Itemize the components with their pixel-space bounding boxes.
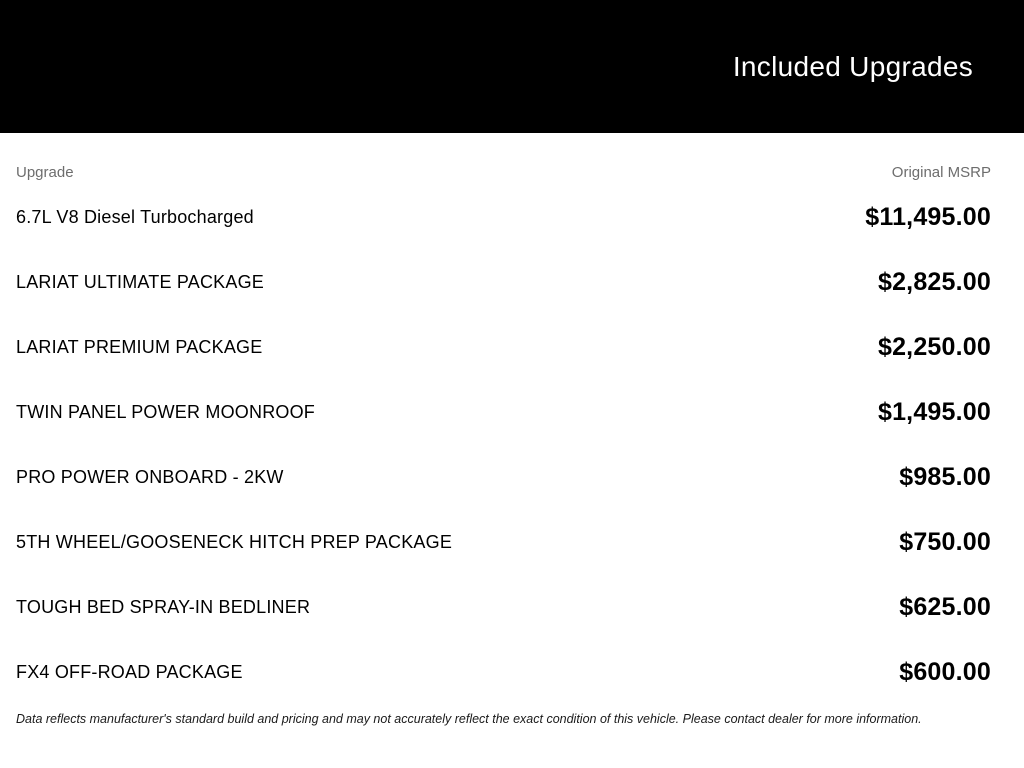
upgrades-sheet [0,133,1024,726]
upgrade-price: $1,495.00 [877,398,991,426]
upgrade-price: $600.00 [899,658,991,686]
upgrade-price: $11,495.00 [865,203,991,231]
header-band [0,0,1024,133]
disclaimer-text: Data reflects manufacturer's standard build and pricing and may not accurately reflect the exact condition of this vehicle. Please contact dealer for more information. [16,712,922,726]
upgrade-name: TOUGH BED SPRAY-IN BEDLINER [16,597,311,617]
column-header-upgrade: Upgrade [16,164,74,181]
column-header-msrp: Original MSRP [891,164,991,181]
table-row [16,445,991,510]
upgrade-name: 6.7L V8 Diesel Turbocharged [16,207,254,227]
upgrade-name: PRO POWER ONBOARD - 2KW [16,467,284,487]
table-row [16,510,991,575]
upgrade-price: $625.00 [899,593,991,621]
table-row [16,575,991,640]
upgrade-name: LARIAT ULTIMATE PACKAGE [16,272,264,292]
upgrade-price: $750.00 [899,528,991,556]
table-row [16,380,991,445]
table-row [16,185,991,250]
table-row [16,640,991,705]
column-headers [16,133,991,179]
table-row [16,315,991,380]
upgrades-list [16,185,991,705]
upgrade-price: $985.00 [899,463,991,491]
upgrade-name: LARIAT PREMIUM PACKAGE [16,337,263,357]
page-title: Included Upgrades [732,50,973,82]
upgrade-name: TWIN PANEL POWER MOONROOF [16,402,316,422]
upgrade-price: $2,250.00 [877,333,991,361]
upgrade-price: $2,825.00 [877,268,991,296]
table-row [16,250,991,315]
upgrade-name: 5TH WHEEL/GOOSENECK HITCH PREP PACKAGE [16,532,453,552]
upgrade-name: FX4 OFF-ROAD PACKAGE [16,662,243,682]
